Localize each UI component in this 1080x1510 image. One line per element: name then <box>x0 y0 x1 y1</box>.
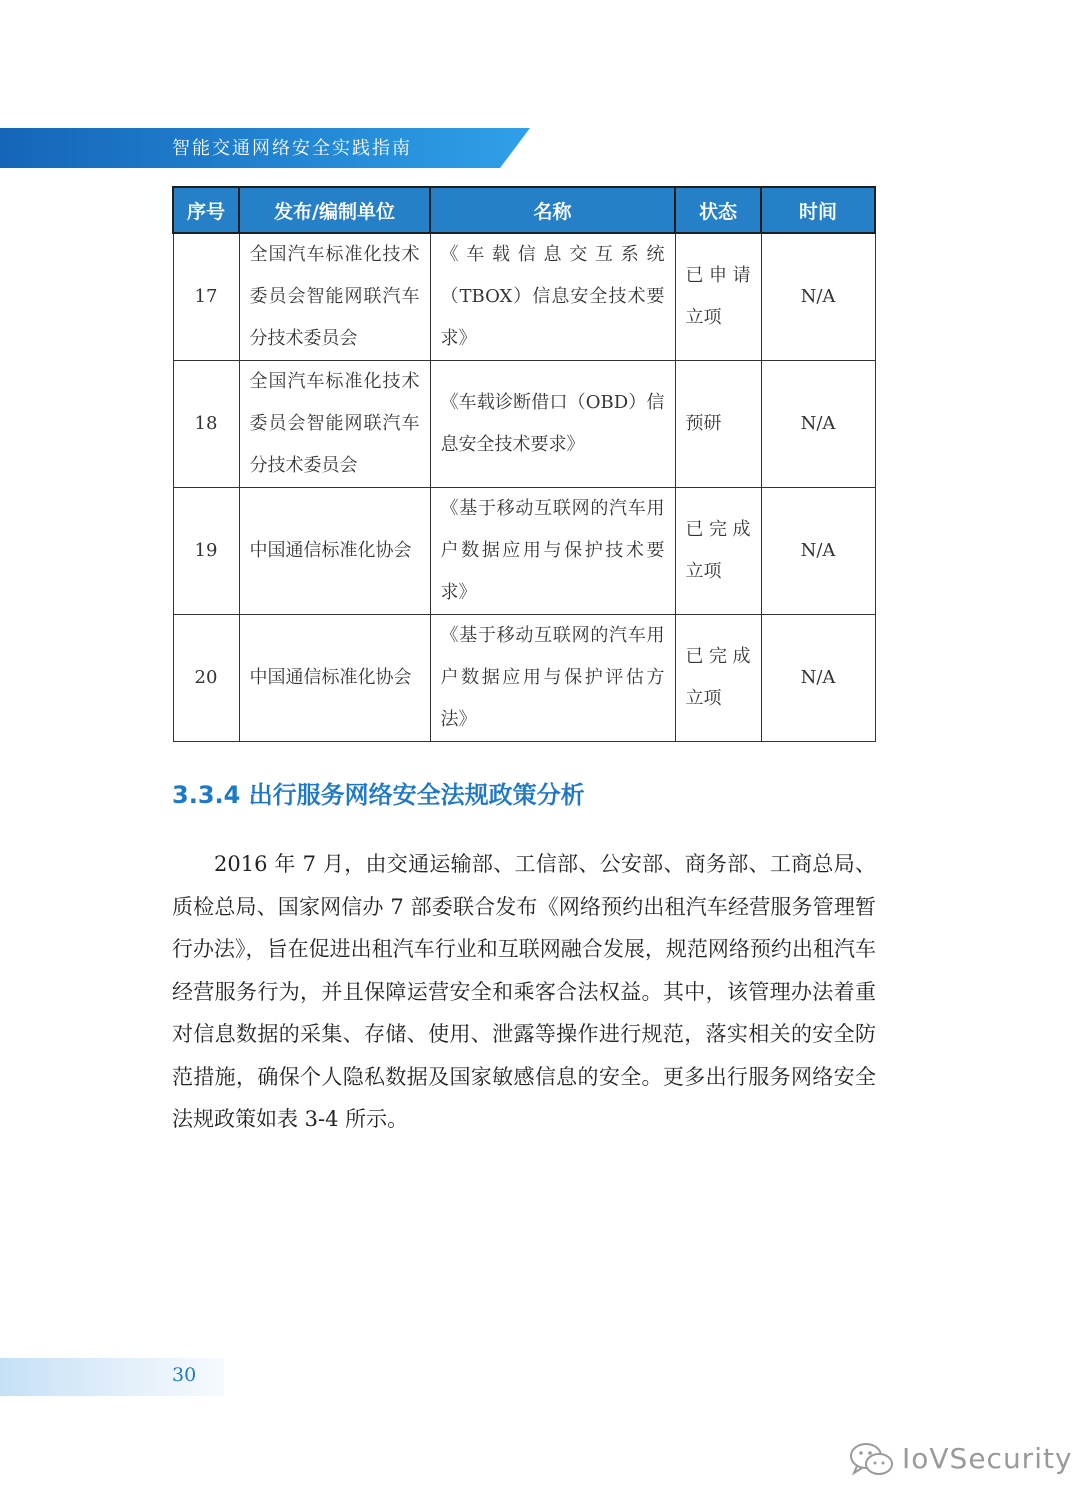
table-row <box>173 233 875 361</box>
cell-time: N/A <box>761 361 875 488</box>
cell-status: 已申请立项 <box>675 233 761 361</box>
cell-time: N/A <box>761 615 875 742</box>
cell-no: 20 <box>173 615 239 742</box>
cell-org: 中国通信标准化协会 <box>239 615 430 742</box>
cell-name: 《车载信息交互系统（TBOX）信息安全技术要求》 <box>430 233 675 361</box>
table-row <box>173 361 875 488</box>
table-row <box>173 615 875 742</box>
running-header-title: 智能交通网络安全实践指南 <box>172 138 412 159</box>
cell-org: 中国通信标准化协会 <box>239 488 430 615</box>
page-number: 30 <box>172 1364 197 1386</box>
cell-status: 预研 <box>675 361 761 488</box>
standards-table <box>172 186 876 742</box>
table-row <box>173 488 875 615</box>
cell-no: 19 <box>173 488 239 615</box>
cell-no: 18 <box>173 361 239 488</box>
column-header-status: 状态 <box>675 187 761 233</box>
column-header-name: 名称 <box>430 187 675 233</box>
column-header-org: 发布/编制单位 <box>239 187 430 233</box>
cell-status: 已完成立项 <box>675 615 761 742</box>
section-heading: 3.3.4 出行服务网络安全法规政策分析 <box>172 781 585 809</box>
cell-no: 17 <box>173 233 239 361</box>
cell-time: N/A <box>761 233 875 361</box>
table-header-row <box>173 187 875 233</box>
column-header-no: 序号 <box>173 187 239 233</box>
body-paragraph: 2016 年 7 月，由交通运输部、工信部、公安部、商务部、工商总局、质检总局、国家网信办 7 部委联合发布《网络预约出租汽车经营服务管理暂行办法》，旨在促进出租汽车行业和互联网融合发展，规范网络预约出租汽车经营服务行为，并且保障运营安全和乘客合法权益。其中，该管理办法着重对信息数据的采集、存储、使用、泄露等操作进行规范，落实相关的安全防范措施，确保个人隐私数据及国家敏感信息的安全。更多出行服务网络安全法规政策如表 3-4 所示。 <box>172 852 876 1131</box>
cell-status: 已完成立项 <box>675 488 761 615</box>
cell-name: 《基于移动互联网的汽车用户数据应用与保护技术要求》 <box>430 488 675 615</box>
cell-name: 《基于移动互联网的汽车用户数据应用与保护评估方法》 <box>430 615 675 742</box>
watermark-text: IoVSecurity <box>902 1442 1073 1475</box>
cell-name: 《车载诊断借口（OBD）信息安全技术要求》 <box>430 361 675 488</box>
watermark <box>848 1440 1073 1480</box>
column-header-time: 时间 <box>761 187 875 233</box>
cell-org: 全国汽车标准化技术委员会智能网联汽车分技术委员会 <box>239 233 430 361</box>
cell-time: N/A <box>761 488 875 615</box>
cell-org: 全国汽车标准化技术委员会智能网联汽车分技术委员会 <box>239 361 430 488</box>
wechat-icon <box>848 1440 896 1480</box>
